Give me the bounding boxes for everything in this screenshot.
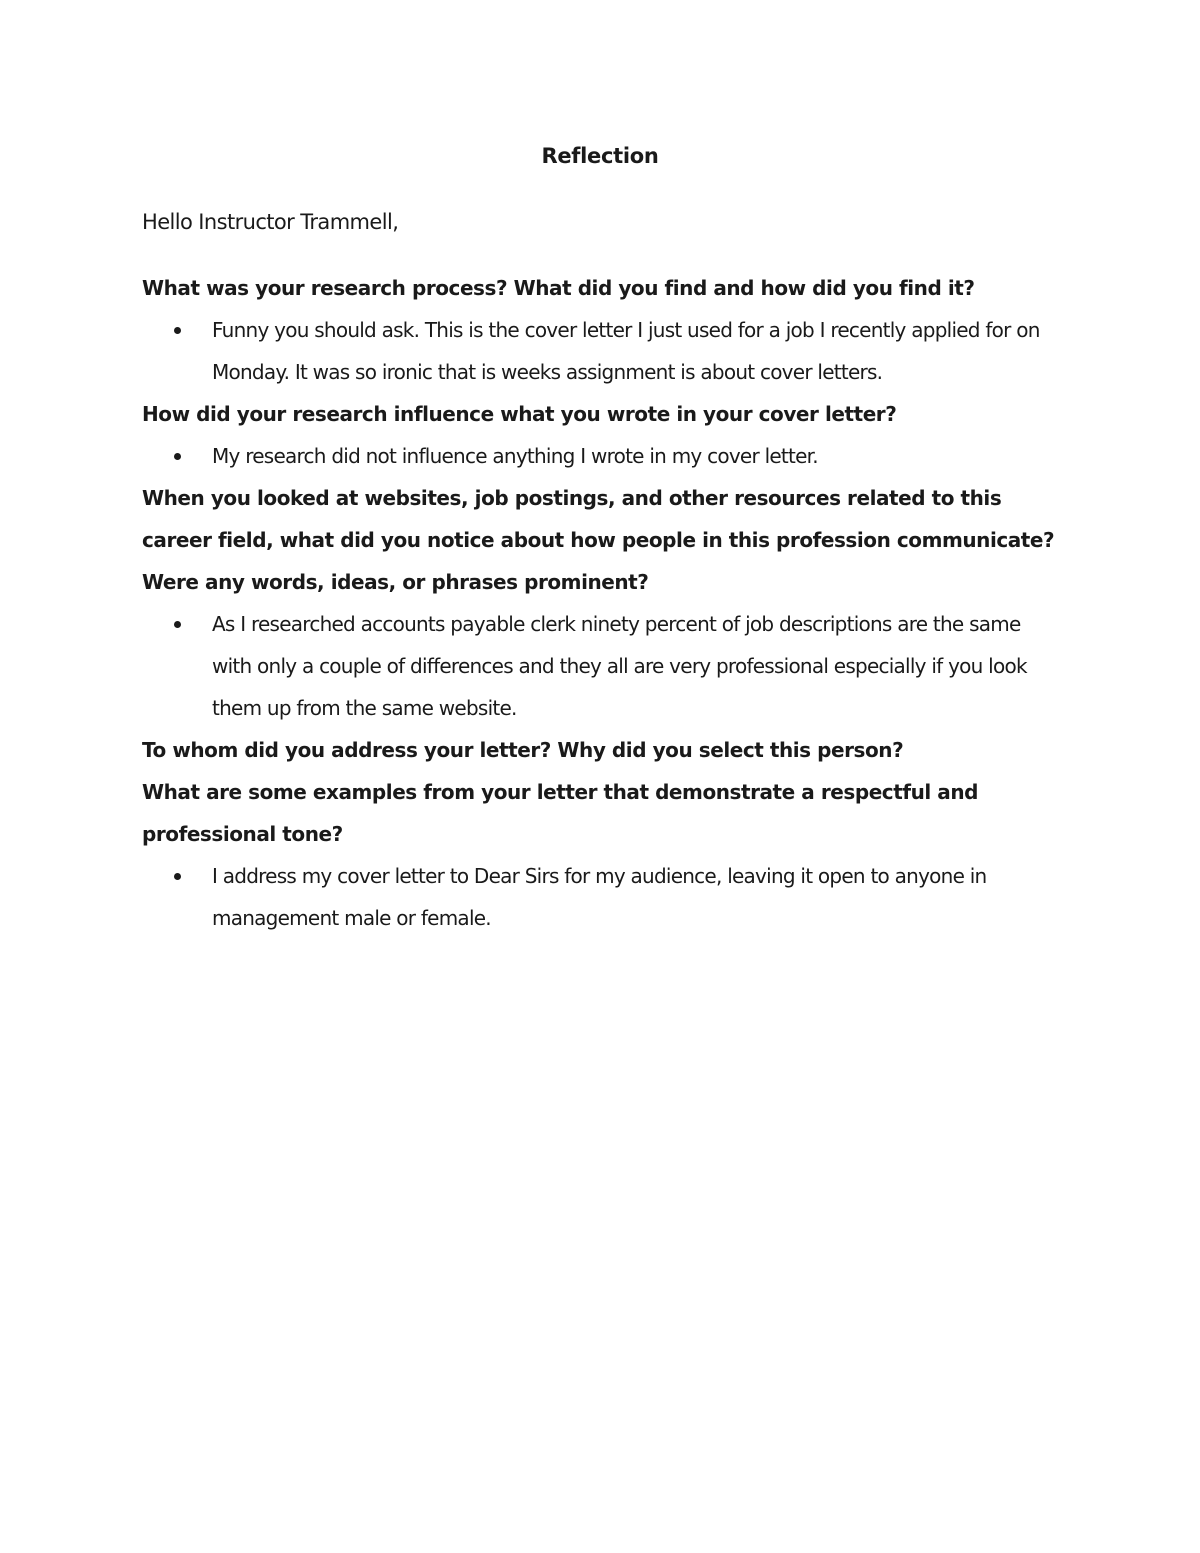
answer-respectful-tone bbox=[142, 855, 1062, 939]
page-title: Reflection bbox=[541, 144, 659, 168]
bullet-icon bbox=[174, 621, 181, 628]
question-letter-addressee: To whom did you address your letter? Why did you select this person? bbox=[142, 738, 904, 762]
answer-research-influence bbox=[142, 435, 1062, 477]
question-research-influence: How did your research influence what you wrote in your cover letter? bbox=[142, 402, 897, 426]
answer-text: I address my cover letter to Dear Sirs for my audience, leaving it open to anyone in management male or female. bbox=[212, 864, 987, 930]
bullet-icon bbox=[174, 327, 181, 334]
greeting: Hello Instructor Trammell, bbox=[142, 210, 399, 234]
answer-research-process bbox=[142, 309, 1062, 393]
question-research-process: What was your research process? What did you find and how did you find it? bbox=[142, 276, 975, 300]
question-profession-communication: When you looked at websites, job postings, and other resources related to this career field, what did you notice about how people in this profession communicate? Were any words, ideas, or phrases prominent? bbox=[142, 486, 1055, 594]
reflection-body bbox=[142, 267, 1072, 939]
answer-text: Funny you should ask. This is the cover letter I just used for a job I recently applied for on Monday. It was so ironic that is weeks assignment is about cover letters. bbox=[212, 318, 1040, 384]
question-respectful-tone: What are some examples from your letter that demonstrate a respectful and professional tone? bbox=[142, 780, 978, 846]
answer-profession-communication bbox=[142, 603, 1062, 729]
bullet-icon bbox=[174, 453, 181, 460]
answer-text: As I researched accounts payable clerk ninety percent of job descriptions are the same with only a couple of differences and they all are very professional especially if you look them up from the same website. bbox=[212, 612, 1027, 720]
bullet-icon bbox=[174, 873, 181, 880]
answer-text: My research did not influence anything I wrote in my cover letter. bbox=[212, 444, 818, 468]
